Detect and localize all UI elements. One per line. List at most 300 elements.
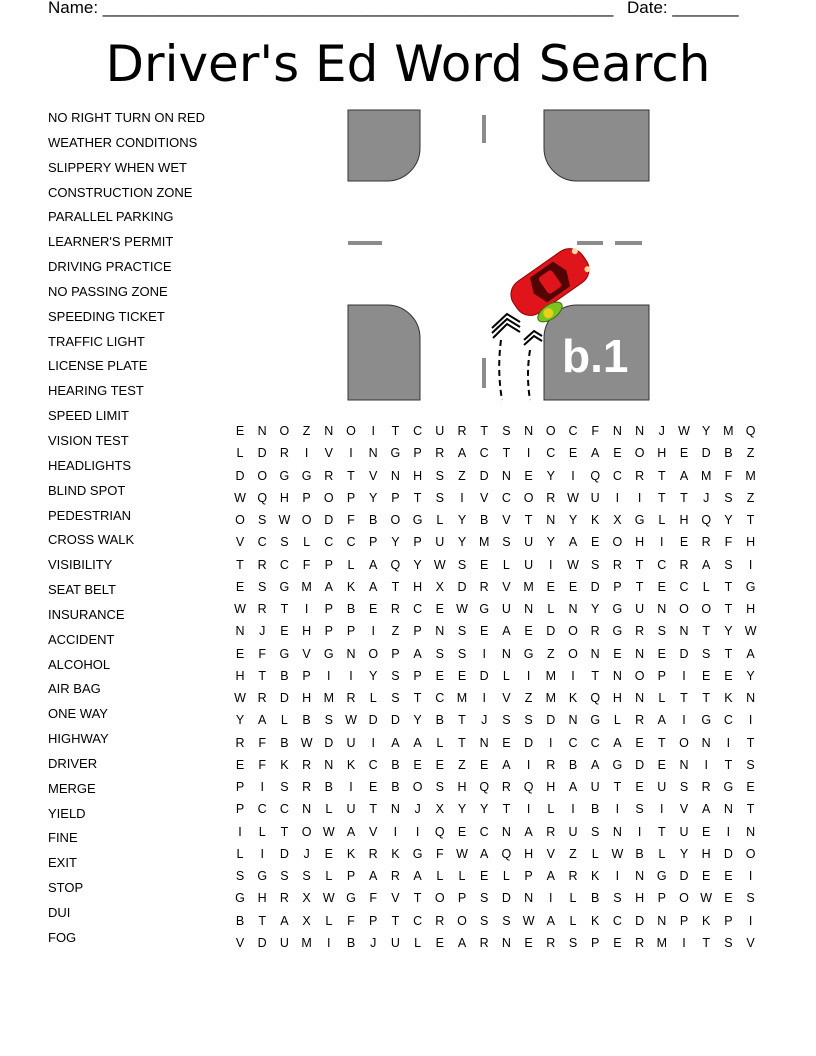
grid-letter: I [526, 757, 531, 772]
grid-letter: B [724, 446, 733, 461]
grid-letter: R [435, 913, 445, 928]
grid-letter: P [302, 668, 311, 683]
grid-letter: V [235, 935, 245, 950]
word-list-item: FOG [48, 929, 77, 945]
grid-letter: Q [501, 846, 512, 861]
grid-letter: P [324, 557, 333, 572]
grid-letter: R [546, 824, 556, 839]
lane-mark-right-1 [577, 241, 603, 245]
grid-letter: O [457, 913, 467, 928]
grid-letter: W [567, 557, 579, 572]
grid-letter: W [433, 557, 446, 572]
grid-letter: T [280, 602, 289, 616]
grid-letter: Q [434, 824, 445, 839]
grid-letter: I [526, 668, 531, 683]
grid-letter: I [526, 446, 531, 461]
grid-letter: O [301, 824, 312, 839]
grid-letter: T [680, 691, 688, 705]
grid-letter: N [546, 513, 556, 527]
grid-letter: P [369, 913, 378, 928]
grid-letter: M [478, 535, 490, 550]
grid-letter: N [435, 624, 445, 639]
grid-letter: C [723, 713, 733, 728]
grid-letter: T [413, 891, 422, 906]
word-list-item: STOP [48, 880, 84, 896]
grid-letter: L [502, 557, 510, 572]
grid-letter: Q [390, 557, 401, 572]
grid-letter: I [726, 735, 731, 750]
grid-letter: E [568, 579, 578, 594]
grid-letter: I [571, 468, 575, 483]
grid-letter: W [700, 891, 713, 906]
grid-letter: C [257, 802, 267, 817]
grid-letter: N [235, 624, 245, 639]
word-list-item: SEAT BELT [48, 582, 116, 598]
grid-letter: U [657, 780, 667, 794]
grid-letter: L [303, 535, 311, 550]
grid-letter: H [524, 846, 534, 861]
grid-letter: G [323, 646, 334, 661]
grid-letter: H [279, 490, 289, 505]
grid-letter: A [480, 846, 489, 861]
grid-letter: E [524, 468, 533, 483]
corner-block-top-right [544, 110, 649, 181]
grid-letter: T [524, 513, 533, 527]
grid-letter: K [724, 691, 733, 705]
grid-letter: Y [702, 424, 711, 438]
grid-letter: S [324, 713, 333, 728]
grid-letter: E [702, 824, 711, 839]
grid-letter: A [324, 579, 333, 594]
grid-letter: S [502, 535, 511, 550]
word-list-item: YIELD [48, 805, 86, 821]
grid-letter: V [502, 691, 511, 705]
grid-letter: D [257, 935, 267, 950]
word-list-item: HEADLIGHTS [48, 457, 132, 473]
grid-letter: H [546, 780, 556, 794]
grid-letter: R [279, 891, 289, 906]
grid-letter: A [568, 780, 578, 794]
grid-letter: G [235, 891, 245, 906]
grid-letter: S [591, 824, 600, 839]
grid-letter: G [412, 513, 423, 527]
grid-letter: C [501, 490, 511, 505]
grid-letter: K [346, 757, 356, 772]
grid-letter: O [301, 513, 312, 527]
grid-letter: B [346, 602, 356, 616]
grid-letter: K [702, 913, 711, 928]
grid-letter: L [613, 713, 621, 728]
grid-letter: F [724, 535, 733, 550]
grid-letter: E [435, 757, 444, 772]
grid-letter: L [658, 691, 666, 705]
word-list-item: EXIT [48, 855, 77, 871]
grid-letter: Y [746, 668, 755, 683]
grid-letter: L [436, 735, 444, 750]
grid-letter: A [346, 824, 356, 839]
grid-letter: Z [569, 846, 577, 861]
grid-letter: P [324, 602, 333, 616]
grid-letter: R [390, 869, 400, 883]
grid-letter: B [235, 913, 245, 928]
grid-letter: S [746, 891, 755, 906]
word-list-item: HIGHWAY [48, 731, 109, 747]
grid-letter: Y [679, 846, 689, 861]
grid-letter: R [346, 691, 356, 705]
grid-letter: E [568, 446, 578, 461]
grid-letter: P [724, 913, 733, 928]
grid-letter: A [369, 869, 378, 883]
grid-letter: D [479, 668, 489, 683]
grid-letter: N [635, 646, 645, 661]
grid-letter: O [390, 513, 401, 527]
grid-letter: B [280, 668, 289, 683]
grid-letter: U [635, 602, 645, 616]
word-list-item: LEARNER'S PERMIT [48, 234, 174, 250]
grid-letter: G [257, 869, 268, 883]
grid-letter: G [745, 579, 756, 594]
grid-letter: P [302, 490, 311, 505]
grid-letter: A [679, 468, 689, 483]
grid-letter: T [657, 735, 666, 750]
grid-letter: D [524, 735, 534, 750]
grid-letter: I [349, 780, 353, 794]
grid-letter: B [591, 891, 600, 906]
grid-letter: H [635, 535, 645, 550]
grid-letter: Z [391, 624, 400, 639]
grid-letter: I [748, 913, 753, 928]
grid-letter: C [435, 691, 445, 705]
grid-letter: P [235, 780, 245, 794]
grid-letter: P [391, 490, 400, 505]
grid-letter: F [258, 735, 266, 750]
grid-letter: G [479, 602, 490, 616]
grid-letter: Y [724, 624, 733, 639]
lane-mark-left [348, 241, 382, 245]
word-list-item: ALCOHOL [48, 656, 111, 672]
grid-letter: M [723, 424, 734, 438]
grid-letter: L [325, 802, 333, 817]
grid-letter: I [660, 535, 664, 550]
grid-letter: C [679, 579, 689, 594]
grid-letter: L [347, 557, 355, 572]
grid-letter: B [591, 802, 600, 817]
grid-letter: B [280, 735, 289, 750]
grid-letter: N [701, 735, 711, 750]
grid-letter: W [300, 735, 313, 750]
grid-letter: U [435, 424, 445, 438]
grid-letter: N [390, 468, 400, 483]
grid-letter: G [656, 869, 667, 883]
grid-letter: W [322, 824, 335, 839]
grid-letter: I [748, 713, 753, 728]
grid-letter: V [235, 535, 245, 550]
grid-letter: T [502, 802, 511, 817]
grid-letter: X [435, 802, 444, 817]
grid-letter: E [324, 846, 333, 861]
grid-letter: C [546, 446, 556, 461]
grid-letter: K [568, 691, 578, 705]
grid-letter: A [369, 579, 378, 594]
grid-letter: P [369, 535, 378, 550]
grid-letter: Y [369, 490, 378, 505]
grid-letter: Q [590, 691, 601, 705]
grid-letter: P [679, 913, 689, 928]
grid-letter: C [413, 424, 423, 438]
grid-letter: E [679, 446, 689, 461]
grid-letter: R [479, 935, 489, 950]
grid-letter: S [457, 646, 467, 661]
grid-letter: I [526, 802, 531, 817]
grid-letter: E [702, 869, 711, 883]
grid-letter: G [701, 713, 712, 728]
skid-marks [492, 314, 542, 400]
grid-letter: E [369, 780, 378, 794]
grid-letter: S [280, 535, 289, 550]
grid-letter: T [724, 602, 733, 616]
grid-letter: Z [458, 757, 466, 772]
grid-letter: W [345, 713, 357, 728]
name-field-label: Name: ______________________________________________________ [48, 0, 614, 17]
grid-letter: E [635, 735, 644, 750]
grid-letter: A [502, 624, 511, 639]
grid-letter: N [479, 735, 489, 750]
grid-letter: E [280, 624, 289, 639]
grid-letter: W [567, 490, 579, 505]
grid-letter: D [457, 579, 467, 594]
grid-letter: I [682, 668, 686, 683]
grid-letter: Y [591, 602, 600, 616]
grid-letter: O [745, 846, 756, 861]
grid-letter: D [390, 713, 400, 728]
grid-letter: N [568, 602, 578, 616]
grid-letter: O [257, 468, 268, 483]
grid-letter: R [635, 713, 645, 728]
grid-letter: D [546, 624, 556, 639]
grid-letter: I [549, 557, 553, 572]
grid-letter: Q [745, 424, 756, 438]
grid-letter: O [545, 424, 556, 438]
grid-letter: T [280, 824, 289, 839]
grid-letter: F [347, 513, 355, 527]
word-list-item: ONE WAY [48, 706, 108, 722]
grid-letter: L [458, 869, 466, 883]
grid-letter: T [724, 579, 733, 594]
grid-letter: S [280, 780, 289, 794]
grid-letter: W [744, 624, 757, 639]
grid-letter: R [257, 557, 267, 572]
grid-letter: Z [302, 424, 311, 438]
grid-letter: D [723, 846, 733, 861]
grid-letter: S [568, 935, 578, 950]
grid-letter: G [279, 646, 290, 661]
grid-letter: N [368, 446, 378, 461]
grid-letter: M [700, 468, 712, 483]
grid-letter: I [660, 802, 664, 817]
grid-letter: R [635, 935, 645, 950]
grid-letter: M [545, 691, 556, 705]
grid-letter: M [745, 468, 756, 483]
grid-letter: I [349, 668, 353, 683]
grid-letter: J [658, 424, 665, 438]
grid-letter: G [279, 468, 290, 483]
grid-letter: I [260, 780, 264, 794]
grid-letter: I [482, 691, 486, 705]
grid-letter: Q [590, 468, 601, 483]
grid-letter: Q [257, 490, 268, 505]
grid-letter: N [501, 646, 511, 661]
grid-letter: I [615, 869, 620, 883]
grid-letter: J [370, 935, 377, 950]
grid-letter: E [435, 668, 444, 683]
grid-letter: T [746, 513, 755, 527]
grid-letter: B [480, 513, 489, 527]
grid-letter: V [369, 824, 378, 839]
grid-letter: O [568, 646, 578, 661]
grid-letter: U [524, 535, 534, 550]
grid-letter: U [390, 935, 400, 950]
grid-letter: A [502, 757, 511, 772]
grid-letter: H [701, 846, 711, 861]
grid-letter: S [724, 490, 733, 505]
grid-letter: E [235, 579, 245, 594]
grid-letter: V [391, 891, 400, 906]
grid-letter: N [501, 935, 511, 950]
grid-letter: C [413, 913, 423, 928]
word-list-item: PEDESTRIAN [48, 507, 132, 523]
grid-letter: R [257, 602, 267, 616]
grid-letter: N [635, 424, 645, 438]
grid-letter: E [635, 780, 644, 794]
grid-letter: O [523, 490, 534, 505]
grid-letter: D [235, 468, 245, 483]
grid-letter: I [682, 713, 686, 728]
grid-letter: A [524, 824, 533, 839]
grid-letter: D [257, 446, 267, 461]
grid-letter: N [501, 468, 511, 483]
word-list-item: INSURANCE [48, 606, 125, 622]
grid-letter: I [571, 668, 575, 683]
grid-letter: S [391, 691, 400, 705]
grid-letter: E [657, 579, 666, 594]
grid-letter: H [679, 513, 689, 527]
grid-letter: H [635, 891, 645, 906]
grid-letter: L [502, 668, 510, 683]
grid-letter: U [524, 557, 534, 572]
word-list-item: SPEEDING TICKET [48, 308, 165, 324]
grid-letter: R [302, 780, 312, 794]
grid-letter: U [590, 780, 600, 794]
grid-letter: E [702, 668, 711, 683]
grid-letter: T [746, 802, 755, 817]
grid-letter: K [346, 846, 356, 861]
grid-letter: Y [568, 513, 578, 527]
grid-letter: S [702, 646, 711, 661]
grid-letter: E [235, 424, 245, 438]
grid-letter: Y [546, 468, 555, 483]
grid-letter: L [325, 913, 333, 928]
grid-letter: N [723, 802, 733, 817]
grid-letter: T [391, 913, 400, 928]
grid-letter: I [637, 490, 642, 505]
word-list-item: DRIVING PRACTICE [48, 259, 172, 275]
grid-letter: R [501, 780, 511, 794]
grid-letter: R [368, 846, 378, 861]
grid-letter: V [679, 802, 689, 817]
grid-letter: O [568, 624, 578, 639]
grid-letter: T [591, 668, 599, 683]
word-list-item: MERGE [48, 780, 96, 796]
grid-letter: N [612, 424, 622, 438]
word-list-item: PARALLEL PARKING [48, 209, 174, 225]
grid-letter: M [656, 935, 667, 950]
grid-letter: H [413, 579, 423, 594]
grid-letter: R [390, 602, 400, 616]
grid-letter: E [679, 535, 689, 550]
grid-letter: H [746, 535, 756, 550]
grid-letter: D [590, 579, 600, 594]
grid-letter: S [613, 891, 622, 906]
grid-letter: H [257, 891, 267, 906]
grid-letter: W [234, 490, 246, 505]
grid-letter: S [235, 869, 245, 883]
corner-block-bottom-left [348, 305, 420, 400]
grid-letter: Y [457, 802, 467, 817]
grid-letter: A [746, 646, 755, 661]
grid-letter: S [435, 646, 444, 661]
grid-letter: L [547, 802, 555, 817]
grid-letter: I [571, 802, 575, 817]
grid-letter: W [234, 602, 246, 616]
grid-letter: F [258, 646, 266, 661]
grid-letter: W [278, 513, 291, 527]
grid-letter: P [413, 624, 422, 639]
date-field-label: Date: _______ [627, 0, 739, 17]
grid-letter: S [258, 579, 267, 594]
word-list-item: VISIBILITY [48, 557, 113, 573]
grid-letter: R [612, 557, 622, 572]
grid-letter: R [235, 735, 245, 750]
grid-letter: A [657, 713, 666, 728]
grid-letter: P [591, 935, 600, 950]
grid-letter: S [480, 891, 489, 906]
grid-letter: N [524, 424, 534, 438]
word-list-item: CONSTRUCTION ZONE [48, 184, 193, 200]
grid-letter: N [746, 691, 756, 705]
grid-letter: E [524, 624, 533, 639]
grid-letter: I [260, 846, 264, 861]
grid-letter: H [302, 691, 312, 705]
grid-letter: I [327, 668, 331, 683]
grid-letter: L [658, 846, 666, 861]
grid-letter: N [635, 691, 645, 705]
grid-letter: T [413, 691, 422, 705]
grid-letter: S [457, 624, 467, 639]
corner-block-top-left [348, 110, 420, 181]
grid-letter: T [724, 646, 733, 661]
grid-letter: C [479, 824, 489, 839]
grid-letter: C [568, 424, 578, 438]
grid-letter: L [369, 691, 377, 705]
grid-letter: T [724, 757, 733, 772]
grid-letter: Y [480, 802, 489, 817]
word-list-item: DRIVER [48, 755, 98, 771]
grid-letter: H [235, 668, 245, 683]
grid-letter: A [369, 557, 378, 572]
grid-letter: C [346, 535, 356, 550]
grid-letter: S [746, 757, 755, 772]
grid-letter: N [257, 424, 267, 438]
